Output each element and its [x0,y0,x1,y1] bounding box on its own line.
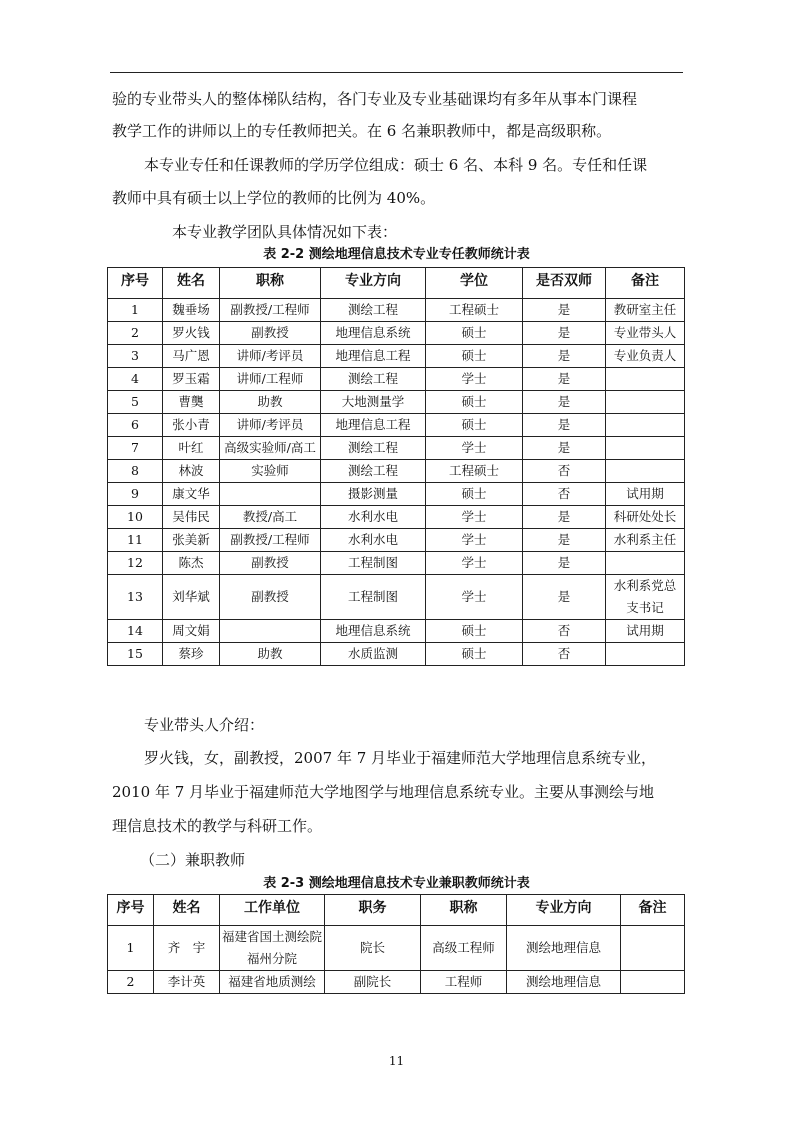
column-header: 工作单位 [220,895,325,926]
paragraph-line: 本专业教学团队具体情况如下表： [172,223,398,241]
table-cell: 学士 [426,506,523,529]
table-cell: 15 [108,643,163,666]
table-cell: 副教授/工程师 [220,299,321,322]
table-cell: 是 [523,345,606,368]
table-cell: 工程硕士 [426,460,523,483]
table-cell: 学士 [426,552,523,575]
table-cell: 水利水电 [321,529,426,552]
table-cell: 张美新 [163,529,220,552]
table-cell: 硕士 [426,414,523,437]
table-cell: 是 [523,575,606,620]
table-row [108,575,685,620]
table-cell: 11 [108,529,163,552]
table-cell: 硕士 [426,391,523,414]
table-row [108,322,685,345]
column-header: 职务 [325,895,421,926]
column-header: 职称 [220,268,321,299]
table-cell: 硕士 [426,643,523,666]
table-cell: 讲师/考评员 [220,345,321,368]
table-cell [606,643,685,666]
table-cell: 学士 [426,575,523,620]
table-cell: 地理信息系统 [321,620,426,643]
paragraph-line: 本专业专任和任课教师的学历学位组成：硕士 6 名、本科 9 名。专任和任课 [144,156,648,174]
table-cell: 是 [523,368,606,391]
table-cell: 水利系党总支书记 [606,575,685,620]
table-cell: 学士 [426,368,523,391]
table-cell: 魏垂场 [163,299,220,322]
table-cell: 陈杰 [163,552,220,575]
table-cell: 教研室主任 [606,299,685,322]
table-cell: 测绘地理信息 [507,971,621,994]
table-cell: 地理信息系统 [321,322,426,345]
table-cell: 9 [108,483,163,506]
table-cell: 讲师/工程师 [220,368,321,391]
table-cell: 水利水电 [321,506,426,529]
table-cell [621,926,685,971]
table-row [108,299,685,322]
table-cell: 测绘地理信息 [507,926,621,971]
table-row [108,971,685,994]
table-cell: 4 [108,368,163,391]
column-header: 学位 [426,268,523,299]
table-cell: 马广恩 [163,345,220,368]
column-header: 序号 [108,895,154,926]
table-row [108,368,685,391]
table-cell: 专业负责人 [606,345,685,368]
table-cell: 测绘工程 [321,437,426,460]
table-cell: 是 [523,322,606,345]
table-cell: 5 [108,391,163,414]
table-cell: 科研处处长 [606,506,685,529]
table-cell: 8 [108,460,163,483]
column-header: 专业方向 [507,895,621,926]
table-cell [621,971,685,994]
paragraph-line: 2010 年 7 月毕业于福建师范大学地图学与地理信息系统专业。主要从事测绘与地 [112,783,655,801]
table-cell: 专业带头人 [606,322,685,345]
table-cell: 1 [108,926,154,971]
table-cell: 硕士 [426,345,523,368]
table-cell: 周文娟 [163,620,220,643]
table-cell: 副教授 [220,552,321,575]
table-cell: 副教授 [220,575,321,620]
table-cell: 硕士 [426,322,523,345]
table-cell: 6 [108,414,163,437]
table-cell: 实验师 [220,460,321,483]
table-cell [606,437,685,460]
column-header: 序号 [108,268,163,299]
table-cell: 1 [108,299,163,322]
table-cell: 副教授/工程师 [220,529,321,552]
table-cell: 刘华斌 [163,575,220,620]
table-cell: 是 [523,391,606,414]
parttime-teachers-table [107,894,685,994]
table-cell: 工程师 [421,971,507,994]
table-cell: 学士 [426,437,523,460]
table-cell: 硕士 [426,620,523,643]
paragraph-line: 教学工作的讲师以上的专任教师把关。在 6 名兼职教师中，都是高级职称。 [112,122,612,140]
table-cell: 试用期 [606,483,685,506]
table-cell: 7 [108,437,163,460]
table-cell [606,414,685,437]
table-cell: 12 [108,552,163,575]
table-cell: 蔡珍 [163,643,220,666]
table-cell: 院长 [325,926,421,971]
table-cell: 水质监测 [321,643,426,666]
table-row [108,643,685,666]
table-row [108,552,685,575]
paragraph-line: 理信息技术的教学与科研工作。 [112,817,323,835]
table-caption: 表 2-3 测绘地理信息技术专业兼职教师统计表 [263,876,530,891]
table-cell: 10 [108,506,163,529]
table-cell: 是 [523,506,606,529]
column-header: 姓名 [163,268,220,299]
table-cell: 3 [108,345,163,368]
table-row [108,345,685,368]
paragraph-line: 验的专业带头人的整体梯队结构，各门专业及专业基础课均有多年从事本门课程 [112,90,638,108]
column-header: 备注 [621,895,685,926]
header-rule [110,72,683,73]
column-header: 姓名 [154,895,220,926]
table-cell [606,552,685,575]
table-cell: 福建省国土测绘院福州分院 [220,926,325,971]
table-cell [606,460,685,483]
column-header: 备注 [606,268,685,299]
table-cell [606,368,685,391]
table-cell: 助教 [220,391,321,414]
table-row [108,437,685,460]
table-cell: 副院长 [325,971,421,994]
table-cell: 助教 [220,643,321,666]
table-row [108,483,685,506]
table-row [108,460,685,483]
table-cell: 吴伟民 [163,506,220,529]
table-cell: 罗玉霜 [163,368,220,391]
table-cell: 试用期 [606,620,685,643]
table-cell: 地理信息工程 [321,414,426,437]
table-cell: 2 [108,322,163,345]
table-cell: 林波 [163,460,220,483]
table-row [108,529,685,552]
table-cell: 高级工程师 [421,926,507,971]
section-heading: （二）兼职教师 [140,851,246,869]
table-cell: 硕士 [426,483,523,506]
table-cell: 测绘工程 [321,460,426,483]
table-cell: 是 [523,529,606,552]
table-cell: 测绘工程 [321,299,426,322]
table-cell: 工程制图 [321,575,426,620]
table-cell: 2 [108,971,154,994]
table-cell [220,620,321,643]
fulltime-teachers-table [107,267,685,666]
table-row [108,391,685,414]
paragraph-line: 专业带头人介绍： [144,716,265,734]
table-cell: 工程硕士 [426,299,523,322]
table-cell: 否 [523,483,606,506]
table-cell: 学士 [426,529,523,552]
table-cell: 水利系主任 [606,529,685,552]
table-cell [220,483,321,506]
table-row [108,620,685,643]
table-cell: 罗火钱 [163,322,220,345]
table-cell: 齐 宇 [154,926,220,971]
page-number: 11 [388,1054,405,1068]
table-caption: 表 2-2 测绘地理信息技术专业专任教师统计表 [263,247,530,262]
column-header: 是否双师 [523,268,606,299]
table-row [108,926,685,971]
table-cell: 叶红 [163,437,220,460]
paragraph-line: 罗火钱，女，副教授，2007 年 7 月毕业于福建师范大学地理信息系统专业， [144,749,657,767]
paragraph-line: 教师中具有硕士以上学位的教师的比例为 40%。 [112,189,436,207]
table-cell [606,391,685,414]
table-cell: 测绘工程 [321,368,426,391]
table-cell: 大地测量学 [321,391,426,414]
column-header: 专业方向 [321,268,426,299]
table-cell: 是 [523,552,606,575]
column-header: 职称 [421,895,507,926]
table-cell: 讲师/考评员 [220,414,321,437]
table-row [108,414,685,437]
table-cell: 曹龑 [163,391,220,414]
table-cell: 否 [523,620,606,643]
table-cell: 高级实验师/高工 [220,437,321,460]
table-cell: 福建省地质测绘 [220,971,325,994]
table-cell: 张小青 [163,414,220,437]
table-cell: 摄影测量 [321,483,426,506]
table-cell: 李计英 [154,971,220,994]
table-cell: 工程制图 [321,552,426,575]
table-row [108,506,685,529]
table-cell: 康文华 [163,483,220,506]
table-cell: 否 [523,643,606,666]
table-cell: 是 [523,437,606,460]
table-cell: 否 [523,460,606,483]
table-cell: 副教授 [220,322,321,345]
table-cell: 教授/高工 [220,506,321,529]
table-cell: 14 [108,620,163,643]
table-cell: 13 [108,575,163,620]
table-cell: 地理信息工程 [321,345,426,368]
table-cell: 是 [523,299,606,322]
table-cell: 是 [523,414,606,437]
